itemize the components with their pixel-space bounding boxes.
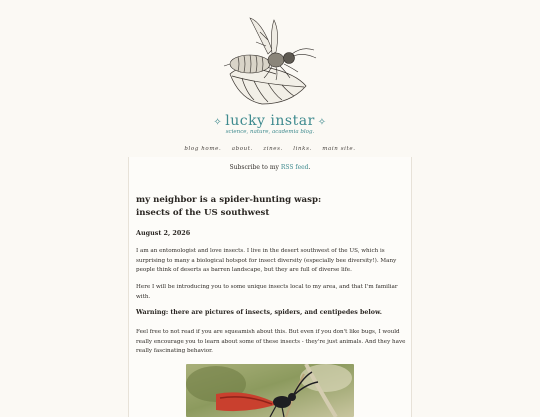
post-title xyxy=(136,194,406,219)
insect-photo xyxy=(186,364,354,417)
sparkle-icon: ✧ xyxy=(317,117,327,128)
nav-links[interactable]: links. xyxy=(293,146,312,152)
nav-zines[interactable]: zines. xyxy=(263,146,283,152)
rss-subscribe xyxy=(129,164,411,171)
site-header xyxy=(0,0,540,160)
site-title-text[interactable]: lucky instar xyxy=(225,113,315,129)
content-warning: Warning: there are pictures of insects, spiders, and centipedes below. xyxy=(136,309,382,316)
main-nav xyxy=(0,146,540,152)
site-title[interactable] xyxy=(0,113,540,129)
post-container xyxy=(128,157,412,417)
post-paragraph-squeamish: Feel free to not read if you are squeamish about this. But even if you don't like bugs, I would really encourage you to learn about some of these insects - they're just animals. And they have really fascinating behavior. xyxy=(136,329,406,355)
wasp-logo-icon xyxy=(210,12,330,112)
sparkle-icon: ✧ xyxy=(213,117,223,128)
post-title-line2: insects of the US southwest xyxy=(136,207,270,218)
site-tagline: science, nature, academia blog. xyxy=(225,129,315,135)
post-date: August 2, 2026 xyxy=(136,229,191,237)
nav-blog-home[interactable]: blog home. xyxy=(184,146,222,152)
rss-feed-link[interactable]: RSS feed xyxy=(280,164,309,171)
post-title-line1: my neighbor is a spider-hunting wasp: xyxy=(136,195,322,205)
rss-prefix: Subscribe to my xyxy=(229,164,281,171)
post-paragraph-intro: I am an entomologist and love insects. I live in the desert southwest of the US, which is surprising to many a biological hotspot for insect diversity (especially bee diversity!). Many people think of deserts as barren landscape, but they are full of diverse life. xyxy=(136,248,397,274)
rss-suffix: . xyxy=(308,164,311,171)
post-paragraph-local: Here I will be introducing you to some unique insects local to my area, and that I'm familiar with. xyxy=(136,284,398,300)
nav-about[interactable]: about. xyxy=(231,146,253,152)
nav-main-site[interactable]: main site. xyxy=(322,146,356,152)
